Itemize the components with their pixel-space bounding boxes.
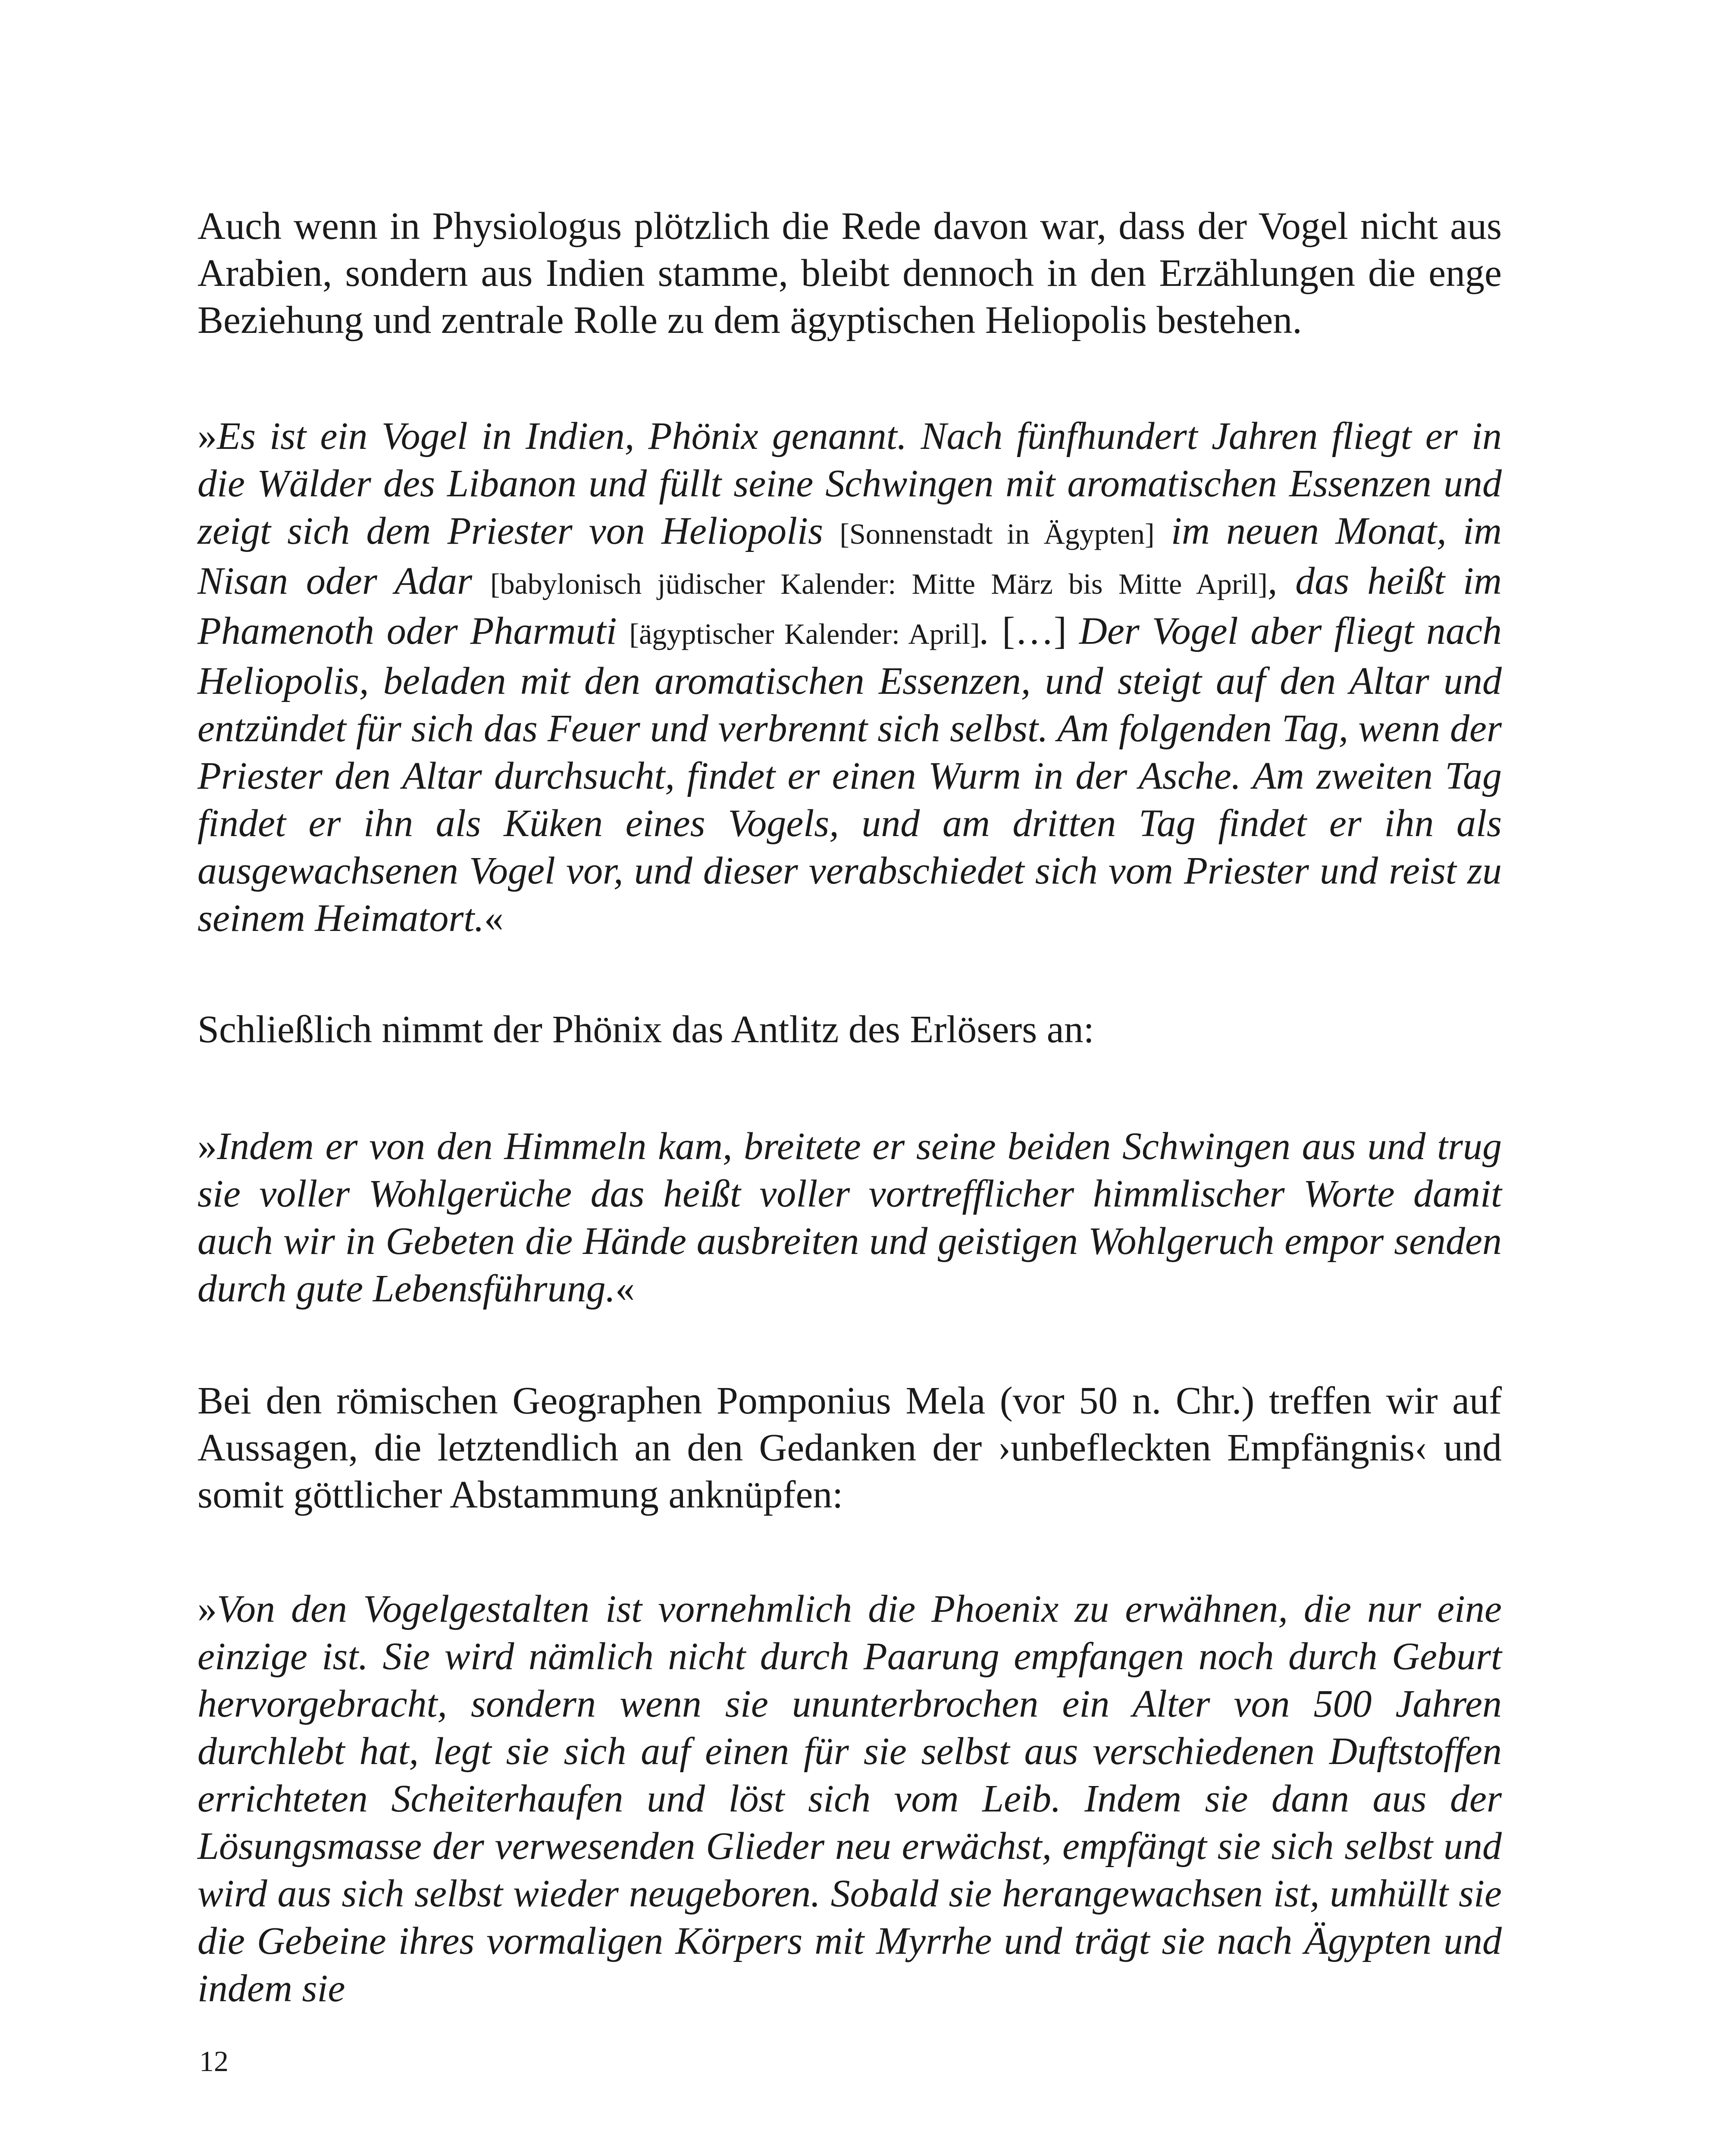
quote-text: Indem er von den Himmeln kam, breitete er seine beiden Schwingen aus und trug sie voller Wohlgerüche das heißt voller vortrefflicher himmlischer Worte damit auch wir in Gebeten die Hände ausbreiten und geistigen Wohlgeruch empor senden durch gute Lebensführung. [197, 1125, 1502, 1310]
quote-text: Von den Vogelgestalten ist vornehmlich die Phoenix zu erwähnen, die nur eine einzige ist. Sie wird nämlich nicht durch Paarung empfangen noch durch Geburt hervorgebracht, sondern wenn sie ununterbrochen ein Alter von 500 Jahren durchlebt hat, legt sie sich auf einen für sie selbst aus verschiedenen Duftstoffen errichteten Scheiterhaufen und löst sich vom Leib. Indem sie dann aus der Lösungsmasse der verwesenden Glieder neu erwächst, empfängt sie sich selbst und wird aus sich selbst wieder neugeboren. Sobald sie herangewachsen ist, umhüllt sie die Gebeine ihres vormaligen Körpers mit Myrrhe und trägt sie nach Ägypten und indem sie [197, 1588, 1502, 2010]
quote-text-segment: . [980, 610, 1002, 652]
editorial-note: [babylonisch jüdischer Kalender: Mitte März bis Mitte April] [490, 567, 1268, 600]
editorial-note: [ägyptischer Kalender: April] [629, 617, 980, 650]
block-quote-vogelgestalten [197, 1586, 1502, 2012]
quote-open-mark: » [197, 1125, 217, 1168]
quote-text-segment: Der Vogel aber fliegt nach Heliopolis, beladen mit den aromatischen Essenzen, und steigt auf den Altar und entzündet für sich das Feuer und verbrennt sich selbst. Am folgenden Tag, wenn der Priester den Altar durchsucht, findet er einen Wurm in der Asche. Am zweiten Tag findet er ihn als Küken eines Vogels, und am dritten Tag findet er ihn als ausgewachsenen Vogel vor, und dieser verabschiedet sich vom Priester und reist zu seinem Heimatort. [197, 610, 1502, 940]
omission-mark: […] [1002, 610, 1067, 652]
quote-text-segment: im neuen Monat, im Nisan oder Adar [197, 510, 1502, 602]
body-paragraph-pomponius-mela: Bei den römischen Geographen Pomponius Mela (vor 50 n. Chr.) treffen wir auf Aussagen, die letztendlich an den Gedanken der ›unbefleckten Empfängnis‹ und somit göttlicher Abstammung anknüpfen: [197, 1379, 1502, 1516]
block-quote-himmeln [197, 1123, 1502, 1313]
quote-close-mark: « [615, 1267, 635, 1310]
body-paragraph-erloeser: Schließlich nimmt der Phönix das Antlitz des Erlösers an: [197, 1008, 1094, 1051]
block-quote-physiologus [197, 413, 1502, 942]
quote-open-mark: » [197, 1588, 217, 1630]
quote-close-mark: « [484, 897, 504, 940]
page-body [197, 203, 1502, 2012]
editorial-note: [Sonnenstadt in Ägypten] [839, 517, 1155, 550]
quote-open-mark: » [197, 415, 217, 458]
quote-text-segment: Es ist ein Vogel in Indien, Phönix genannt. Nach fünfhundert Jahren fliegt er in die Wälder des Libanon und füllt seine Schwingen mit aromatischen Essenzen und zeigt sich dem Priester von Heliopolis [197, 415, 1502, 552]
page-number: 12 [199, 2045, 229, 2078]
body-paragraph-heliopolis: Auch wenn in Physiologus plötzlich die Rede davon war, dass der Vogel nicht aus Arabien, sondern aus Indien stamme, bleibt dennoch in den Erzählungen die enge Beziehung und zentrale Rolle zu dem ägyptischen Heliopolis bestehen. [197, 205, 1502, 342]
quote-text-segment: , das heißt im Phamenoth oder Pharmuti [197, 560, 1502, 652]
